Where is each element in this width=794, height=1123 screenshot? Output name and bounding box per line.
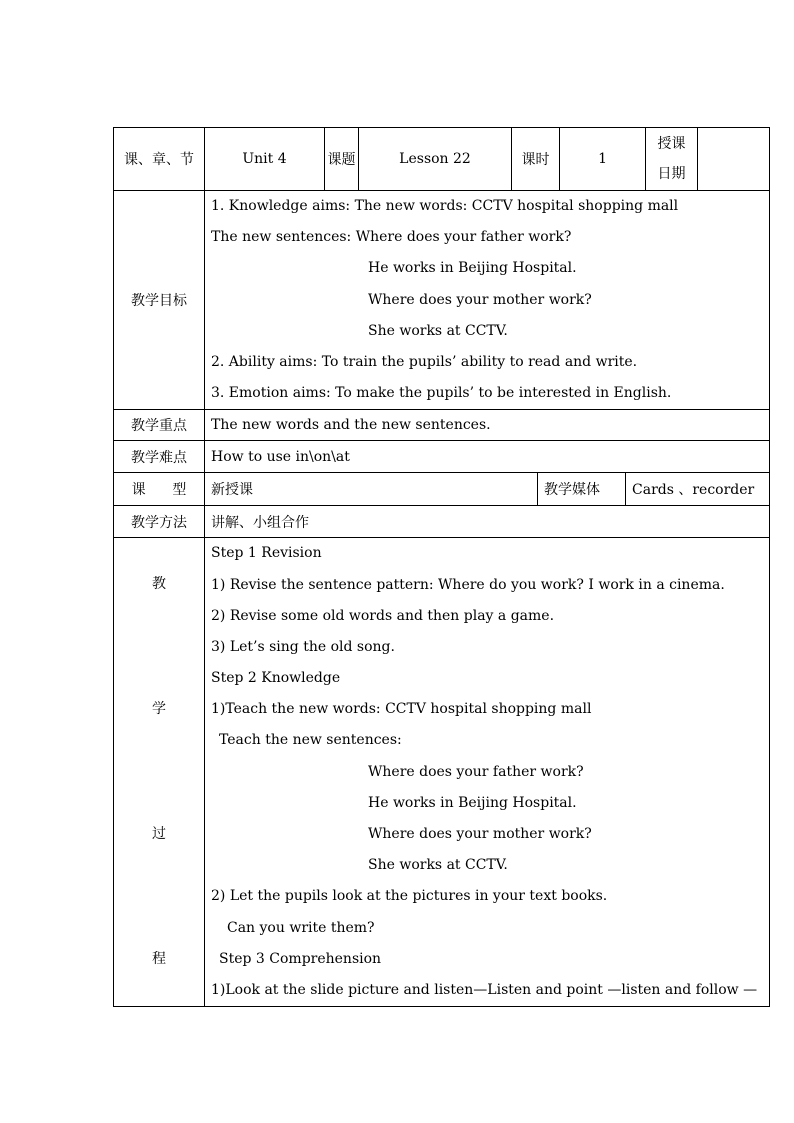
- key-points-label: 教学重点: [114, 410, 205, 441]
- process-line: Teach the new sentences:: [219, 732, 402, 749]
- process-line: 1)Teach the new words: CCTV hospital shopping mall: [211, 701, 592, 718]
- process-line: Can you write them?: [227, 919, 375, 936]
- section-label: 课、章、节: [114, 128, 205, 191]
- topic-label: 课题: [325, 128, 359, 191]
- objectives-content: [205, 191, 770, 410]
- objective-line: 3. Emotion aims: To make the pupils’ to be interested in English.: [211, 385, 672, 402]
- key-points-value: The new words and the new sentences.: [205, 410, 770, 441]
- process-line: He works in Beijing Hospital.: [368, 794, 577, 811]
- objectives-label: 教学目标: [114, 191, 205, 410]
- difficulties-label: 教学难点: [114, 441, 205, 473]
- lesson-value: Lesson 22: [359, 128, 512, 191]
- objective-line: He works in Beijing Hospital.: [368, 260, 577, 277]
- objective-line: 1. Knowledge aims: The new words: CCTV hospital shopping mall: [211, 198, 679, 214]
- process-line: 1)Look at the slide picture and listen—Listen and point —listen and follow —: [211, 981, 758, 998]
- process-line: Where does your father work?: [368, 763, 584, 780]
- process-line: Step 1 Revision: [211, 545, 322, 562]
- unit-value: Unit 4: [205, 128, 325, 191]
- process-line: 2) Let the pupils look at the pictures in your text books.: [211, 888, 608, 905]
- process-label-char: 过: [152, 826, 166, 843]
- process-line: Step 3 Comprehension: [219, 950, 382, 967]
- date-label-line1: 授课: [657, 136, 686, 152]
- date-label: [646, 128, 698, 191]
- period-label: 课时: [512, 128, 560, 191]
- lesson-plan-table: [113, 127, 770, 1007]
- process-label-char: 学: [152, 701, 166, 718]
- objective-line: 2. Ability aims: To train the pupils’ ability to read and write.: [211, 353, 638, 370]
- media-value: Cards 、recorder: [626, 473, 770, 506]
- objective-line: She works at CCTV.: [368, 322, 508, 339]
- period-value: 1: [560, 128, 646, 191]
- process-content: [205, 538, 770, 1007]
- objective-line: Where does your mother work?: [368, 291, 592, 308]
- date-label-line2: 日期: [657, 166, 686, 182]
- process-line: 3) Let’s sing the old song.: [211, 638, 395, 655]
- process-label-char: 程: [152, 951, 166, 968]
- lesson-type-label: 课 型: [114, 473, 205, 506]
- date-value: [698, 128, 770, 191]
- lesson-type-value: 新授课: [205, 473, 538, 506]
- process-line: Where does your mother work?: [368, 826, 592, 842]
- media-label: 教学媒体: [538, 473, 626, 506]
- process-label: [114, 538, 205, 1007]
- process-label-char: 教: [152, 576, 166, 593]
- process-line: 2) Revise some old words and then play a game.: [211, 607, 555, 624]
- process-line: Step 2 Knowledge: [211, 670, 341, 687]
- process-line: She works at CCTV.: [368, 857, 508, 874]
- difficulties-value: How to use in\on\at: [205, 441, 770, 473]
- objective-line: The new sentences: Where does your father work?: [211, 229, 572, 246]
- methods-label: 教学方法: [114, 506, 205, 538]
- methods-value: 讲解、小组合作: [205, 506, 770, 538]
- process-line: 1) Revise the sentence pattern: Where do you work? I work in a cinema.: [211, 576, 725, 593]
